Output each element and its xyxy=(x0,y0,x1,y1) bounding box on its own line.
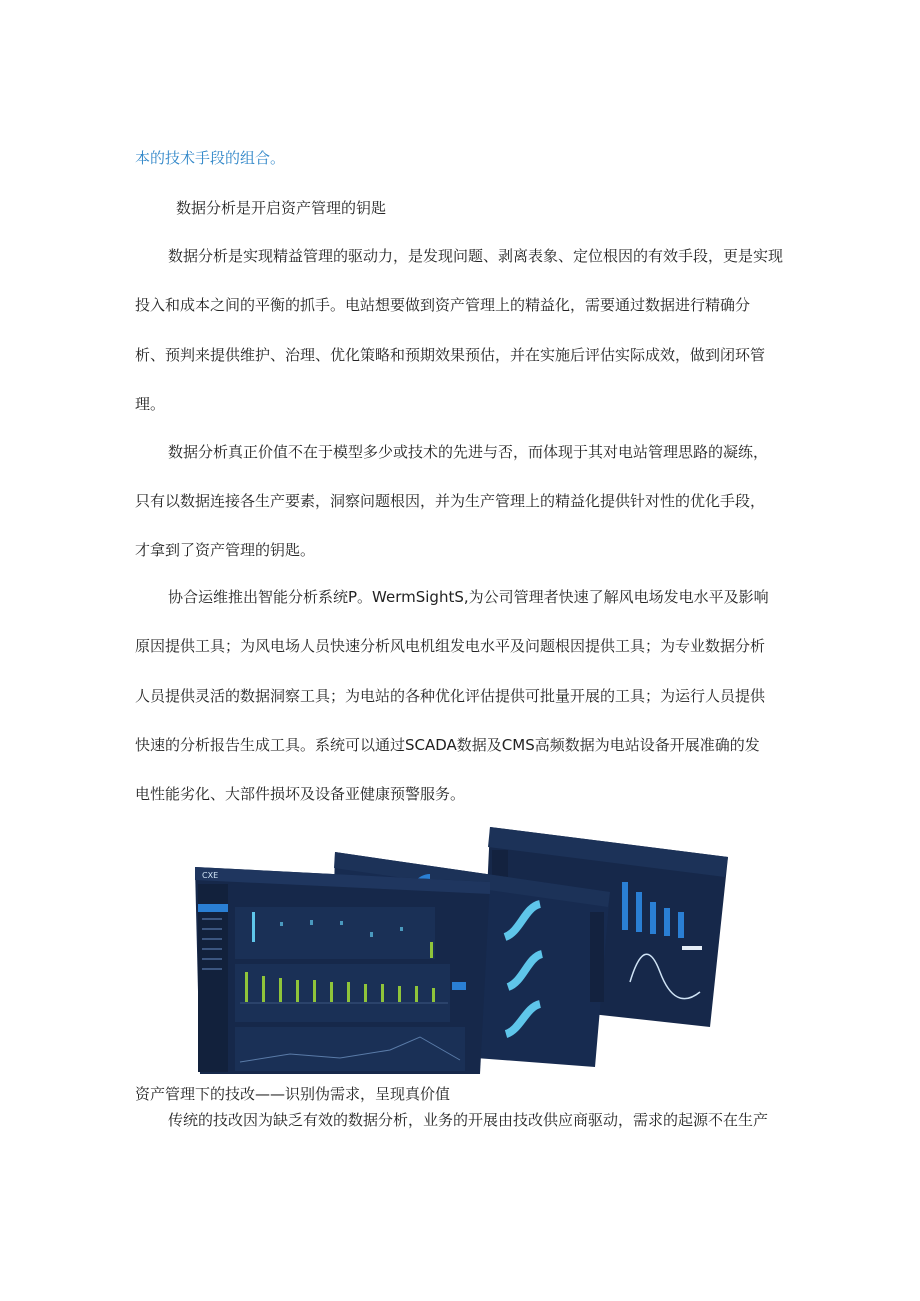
paragraph-line: 快速的分析报告生成工具。系统可以通过SCADA数据及CMS高频数据为电站设备开展准确的发 xyxy=(135,736,760,754)
paragraph-line: 只有以数据连接各生产要素，洞察问题根因，并为生产管理上的精益化提供针对性的优化手段， xyxy=(135,492,766,510)
paragraph-line: 人员提供灵活的数据洞察工具；为电站的各种优化评估提供可批量开展的工具；为运行人员提供 xyxy=(135,687,766,705)
logo: CXE xyxy=(202,871,219,880)
paragraph-line: 投入和成本之间的平衡的抓手。电站想要做到资产管理上的精益化，需要通过数据进行精确分 xyxy=(135,296,751,314)
paragraph-line: 数据分析是实现精益管理的驱动力，是发现问题、剥离表象、定位根因的有效手段，更是实现 xyxy=(168,247,784,265)
paragraph-line: 协合运维推出智能分析系统P。WermSightS,为公司管理者快速了解风电场发电水平及影响 xyxy=(168,588,769,606)
paragraph-line: 理。 xyxy=(135,395,166,413)
dashboard-screenshot-figure xyxy=(190,822,735,1077)
paragraph-line: 数据分析真正价值不在于模型多少或技术的先进与否，而体现于其对电站管理思路的凝练， xyxy=(168,443,769,461)
text-line: 本的技术手段的组合。 xyxy=(135,149,286,167)
paragraph-line: 才拿到了资产管理的钥匙。 xyxy=(135,541,316,559)
section-heading: 数据分析是开启资产管理的钥匙 xyxy=(176,199,387,217)
screen-front xyxy=(195,867,490,1074)
paragraph-line: 电性能劣化、大部件损坏及设备亚健康预警服务。 xyxy=(135,785,466,803)
paragraph-line: 传统的技改因为缺乏有效的数据分析，业务的开展由技改供应商驱动，需求的起源不在生产 xyxy=(168,1111,769,1129)
figure-caption: 资产管理下的技改——识别伪需求，呈现真价值 xyxy=(135,1085,451,1103)
paragraph-line: 原因提供工具；为风电场人员快速分析风电机组发电水平及问题根因提供工具；为专业数据分析 xyxy=(135,637,766,655)
paragraph-line: 析、预判来提供维护、治理、优化策略和预期效果预估，并在实施后评估实际成效，做到闭环管 xyxy=(135,346,766,364)
